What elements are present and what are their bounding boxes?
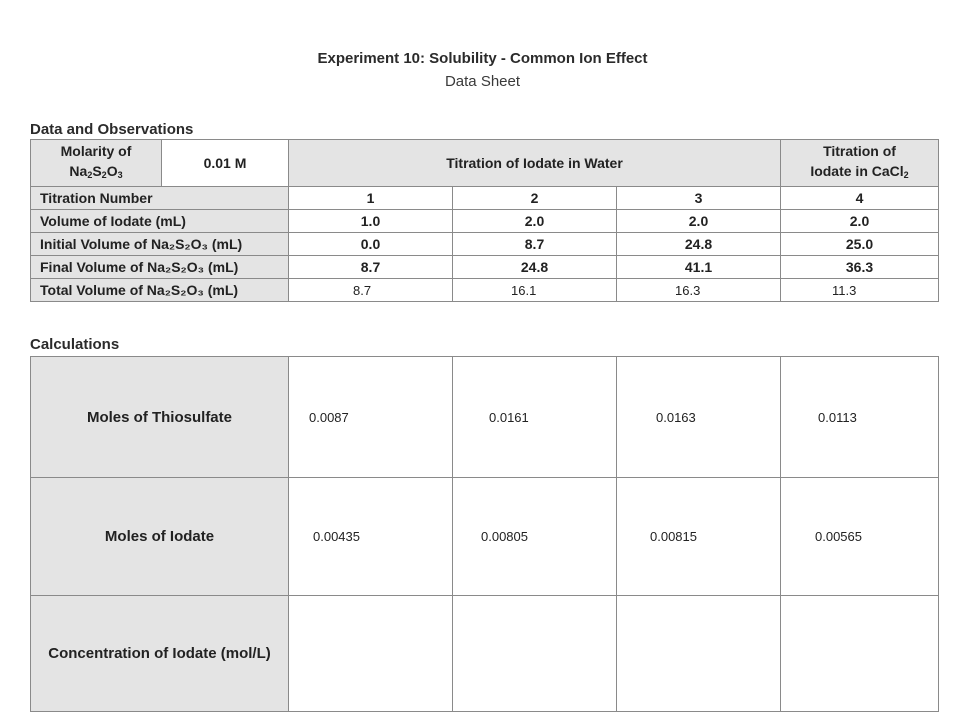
cacl2-titration-header: Titration of Iodate in CaCl$_2$ bbox=[781, 140, 939, 187]
cell-value: 0.0 bbox=[289, 233, 453, 256]
cell-value: 2.0 bbox=[617, 210, 781, 233]
table-row bbox=[31, 187, 939, 210]
cell-value: 4 bbox=[781, 187, 939, 210]
cell-value: 0.00815 bbox=[617, 478, 781, 596]
table-row bbox=[31, 256, 939, 279]
cell-value: 2 bbox=[453, 187, 617, 210]
table-row bbox=[31, 596, 939, 712]
cell-value: 16.3 bbox=[617, 279, 781, 302]
table-row bbox=[31, 357, 939, 478]
row-label: Moles of Iodate bbox=[31, 478, 289, 596]
row-label: Final Volume of Na₂S₂O₃ (mL) bbox=[31, 256, 289, 279]
cell-value: 1 bbox=[289, 187, 453, 210]
table-row bbox=[31, 233, 939, 256]
cell-value: 0.00565 bbox=[781, 478, 939, 596]
cell-value: 24.8 bbox=[617, 233, 781, 256]
page-title: Experiment 10: Solubility - Common Ion Effect bbox=[317, 50, 648, 67]
cell-value: 0.0113 bbox=[781, 357, 939, 478]
cell-value: 8.7 bbox=[289, 279, 453, 302]
cell-value: 41.1 bbox=[617, 256, 781, 279]
cell-value: 0.0163 bbox=[617, 357, 781, 478]
molarity-label-cell bbox=[31, 140, 162, 187]
cell-value: 0.0087 bbox=[289, 357, 453, 478]
table-row bbox=[31, 210, 939, 233]
cell-value: 2.0 bbox=[453, 210, 617, 233]
cell-value: 24.8 bbox=[453, 256, 617, 279]
row-label: Initial Volume of Na₂S₂O₃ (mL) bbox=[31, 233, 289, 256]
row-label: Total Volume of Na₂S₂O₃ (mL) bbox=[31, 279, 289, 302]
calculations-table bbox=[30, 356, 939, 712]
page-subtitle: Data Sheet bbox=[444, 73, 521, 90]
data-table bbox=[30, 139, 939, 302]
cell-value: 16.1 bbox=[453, 279, 617, 302]
table-row bbox=[31, 279, 939, 302]
cell-value: 3 bbox=[617, 187, 781, 210]
calculations-heading: Calculations bbox=[30, 336, 120, 353]
molarity-value: 0.01 M bbox=[162, 140, 289, 187]
row-label: Titration Number bbox=[31, 187, 289, 210]
water-titration-header: Titration of Iodate in Water bbox=[289, 140, 781, 187]
data-table-header-row bbox=[31, 140, 939, 187]
cell-value: 0.00435 bbox=[289, 478, 453, 596]
cell-value: 8.7 bbox=[289, 256, 453, 279]
cell-value: 8.7 bbox=[453, 233, 617, 256]
cell-value: 11.3 bbox=[781, 279, 939, 302]
cell-value bbox=[617, 596, 781, 712]
row-label: Concentration of Iodate (mol/L) bbox=[31, 596, 289, 712]
cell-value: 36.3 bbox=[781, 256, 939, 279]
cell-value: 2.0 bbox=[781, 210, 939, 233]
molarity-label: Molarity of bbox=[60, 143, 132, 159]
cell-value bbox=[453, 596, 617, 712]
data-section-heading: Data and Observations bbox=[30, 121, 194, 138]
cell-value bbox=[289, 596, 453, 712]
cell-value: 0.0161 bbox=[453, 357, 617, 478]
table-row bbox=[31, 478, 939, 596]
cell-value: 0.00805 bbox=[453, 478, 617, 596]
molarity-formula: $Na_2S_2O_3$ bbox=[69, 163, 123, 180]
row-label: Moles of Thiosulfate bbox=[31, 357, 289, 478]
cell-value: 1.0 bbox=[289, 210, 453, 233]
cell-value bbox=[781, 596, 939, 712]
row-label: Volume of Iodate (mL) bbox=[31, 210, 289, 233]
cell-value: 25.0 bbox=[781, 233, 939, 256]
